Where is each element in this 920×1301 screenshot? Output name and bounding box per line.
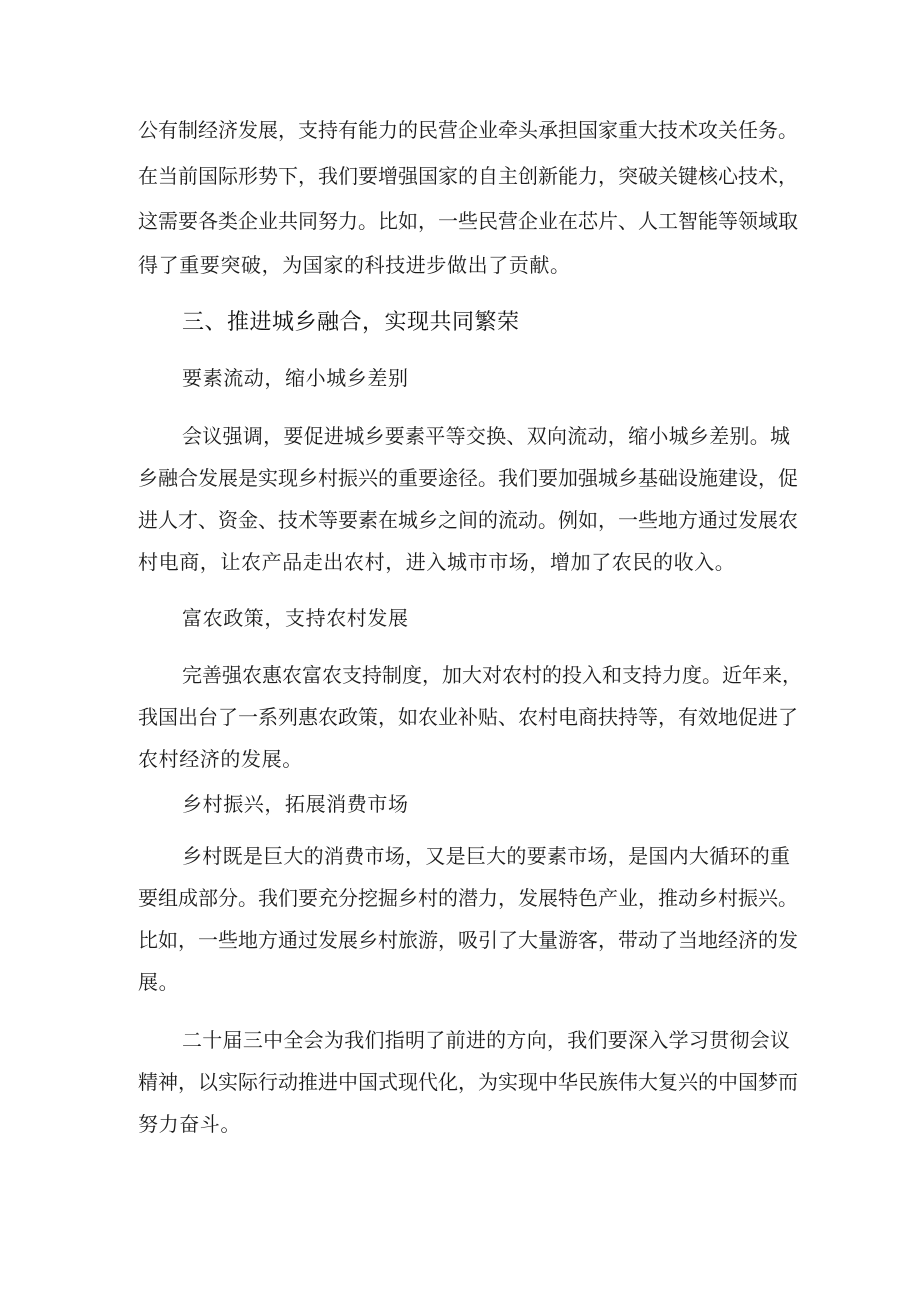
section-heading: 三、推进城乡融合，实现共同繁荣 bbox=[182, 310, 520, 335]
subsection-title: 要素流动，缩小城乡差别 bbox=[182, 366, 409, 390]
paragraph-line: 公有制经济发展，支持有能力的民营企业牵头承担国家重大技术攻关任务。 bbox=[138, 118, 798, 142]
paragraph-line: 农村经济的发展。 bbox=[138, 747, 303, 771]
paragraph-line: 要组成部分。我们要充分挖掘乡村的潜力，发展特色产业，推动乡村振兴。 bbox=[138, 886, 798, 910]
paragraph-line: 得了重要突破，为国家的科技进步做出了贡献。 bbox=[138, 253, 571, 277]
paragraph-line: 村电商，让农产品走出农村，进入城市市场，增加了农民的收入。 bbox=[138, 550, 736, 574]
paragraph-line: 二十届三中全会为我们指明了前进的方向，我们要深入学习贯彻会议 bbox=[182, 1028, 790, 1052]
paragraph-line: 乡融合发展是实现乡村振兴的重要途径。我们要加强城乡基础设施建设，促 bbox=[138, 466, 798, 490]
paragraph-line: 我国出台了一系列惠农政策，如农业补贴、农村电商扶持等，有效地促进了 bbox=[138, 705, 798, 729]
paragraph-line: 乡村既是巨大的消费市场，又是巨大的要素市场，是国内大循环的重 bbox=[182, 844, 790, 868]
paragraph-line: 比如，一些地方通过发展乡村旅游，吸引了大量游客，带动了当地经济的发 bbox=[138, 928, 798, 952]
paragraph-line: 这需要各类企业共同努力。比如，一些民营企业在芯片、人工智能等领域取 bbox=[138, 209, 798, 233]
paragraph-line: 努力奋斗。 bbox=[138, 1112, 241, 1136]
paragraph-line: 精神，以实际行动推进中国式现代化，为实现中华民族伟大复兴的中国梦而 bbox=[138, 1070, 798, 1094]
subsection-title: 乡村振兴，拓展消费市场 bbox=[182, 792, 409, 816]
paragraph-line: 进人才、资金、技术等要素在城乡之间的流动。例如，一些地方通过发展农 bbox=[138, 508, 798, 532]
subsection-title: 富农政策，支持农村发展 bbox=[182, 606, 409, 630]
paragraph-line: 完善强农惠农富农支持制度，加大对农村的投入和支持力度。近年来， bbox=[182, 663, 802, 687]
paragraph-line: 会议强调，要促进城乡要素平等交换、双向流动，缩小城乡差别。城 bbox=[182, 424, 790, 448]
paragraph-line: 在当前国际形势下，我们要增强国家的自主创新能力，突破关键核心技术， bbox=[138, 164, 798, 188]
paragraph-line: 展。 bbox=[138, 970, 180, 994]
